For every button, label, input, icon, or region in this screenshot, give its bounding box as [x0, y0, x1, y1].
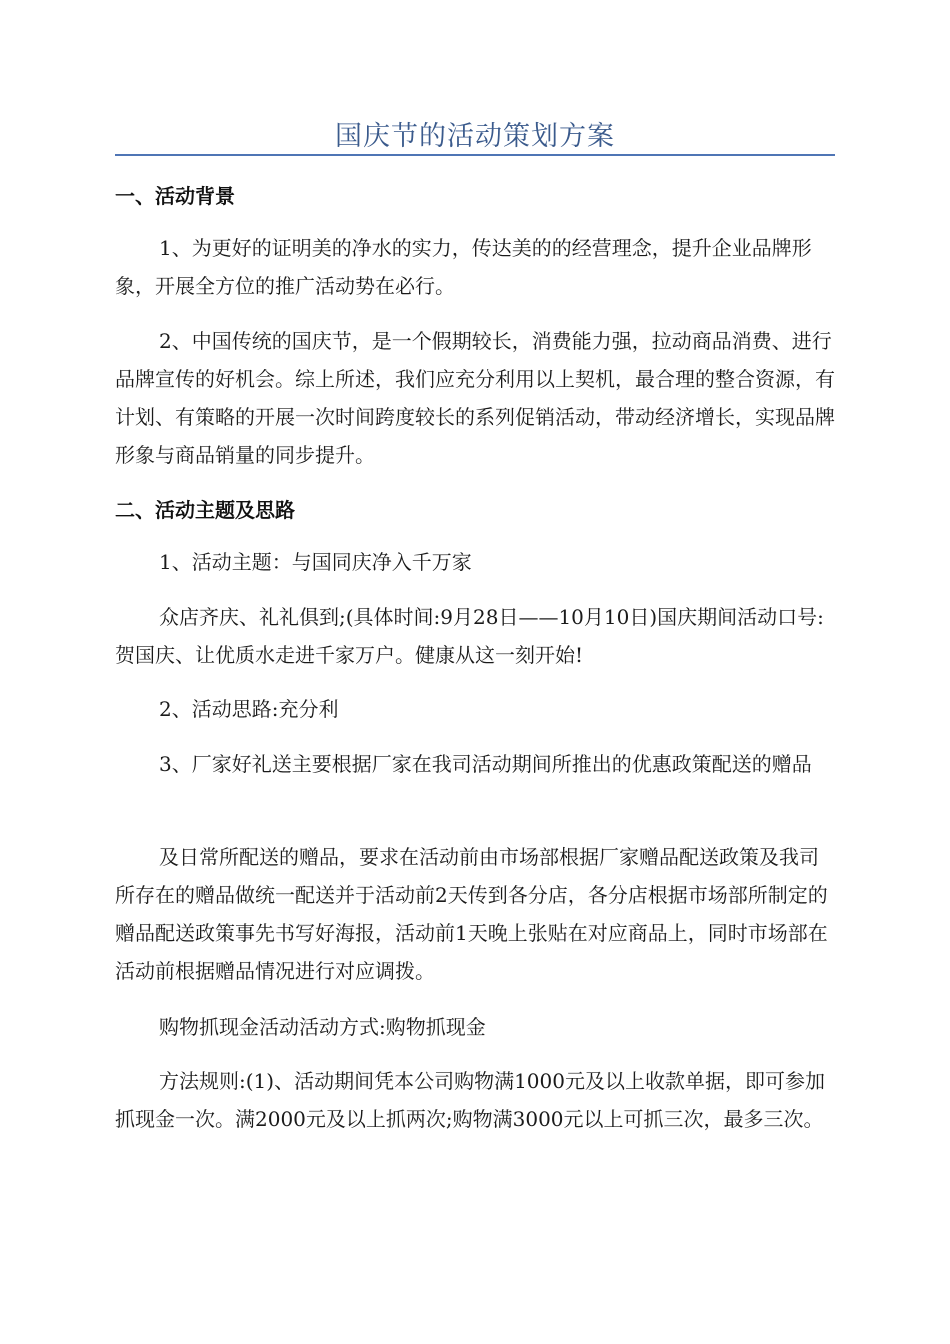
paragraph-theme-7: 方法规则:(1)、活动期间凭本公司购物满1000元及以上收款单据，即可参加抓现金一次。满2000元及以上抓两次;购物满3000元以上可抓三次，最多三次。 [115, 1069, 825, 1131]
paragraph-background-2: 2、中国传统的国庆节，是一个假期较长，消费能力强，拉动商品消费、进行品牌宣传的好机会。综上所述，我们应充分利用以上契机，最合理的整合资源，有计划、有策略的开展一次时间跨度较长的系列促销活动，带动经济增长，实现品牌形象与商品销量的同步提升。 [115, 329, 835, 467]
section-heading-background: 一、活动背景 [115, 184, 235, 208]
paragraph-theme-5: 及日常所配送的赠品，要求在活动前由市场部根据厂家赠品配送政策及我司所存在的赠品做统一配送并于活动前2天传到各分店，各分店根据市场部所制定的赠品配送政策事先书写好海报，活动前1天晚上张贴在对应商品上，同时市场部在活动前根据赠品情况进行对应调拨。 [115, 845, 828, 983]
section-heading-theme: 二、活动主题及思路 [115, 498, 295, 522]
paragraph-theme-1: 1、活动主题：与国同庆净入千万家 [159, 550, 472, 574]
title-underline [115, 154, 835, 156]
paragraph-theme-6: 购物抓现金活动活动方式:购物抓现金 [159, 1015, 486, 1039]
document-title: 国庆节的活动策划方案 [335, 121, 615, 152]
paragraph-theme-3: 2、活动思路:充分利 [159, 697, 339, 721]
paragraph-background-1: 1、为更好的证明美的净水的实力，传达美的的经营理念，提升企业品牌形象，开展全方位的推广活动势在必行。 [115, 236, 812, 298]
paragraph-theme-2: 众店齐庆、礼礼俱到;(具体时间:9月28日——10月10日)国庆期间活动口号:贺国庆、让优质水走进千家万户。健康从这一刻开始! [115, 605, 824, 667]
paragraph-theme-4: 3、厂家好礼送主要根据厂家在我司活动期间所推出的优惠政策配送的赠品 [159, 752, 812, 776]
